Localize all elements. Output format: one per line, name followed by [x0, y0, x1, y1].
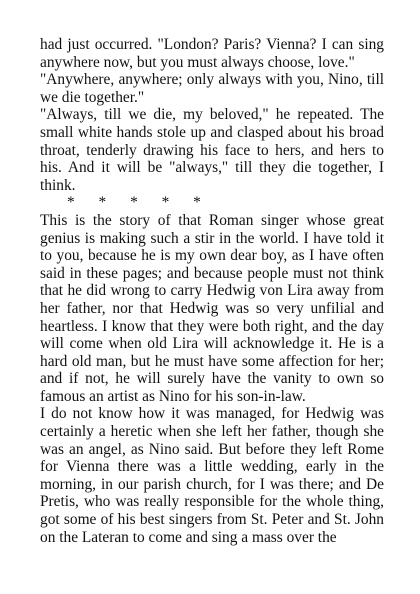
paragraph-always: "Always, till we die, my beloved," he repeated. The small white hands stole up and clasped about his broad throat, tenderly drawing his face to hers, and hers to his. And it will be "always," till they die together, I think. — [40, 106, 384, 194]
paragraph-hedwig-reply: "Anywhere, anywhere; only always with you, Nino, till we die together." — [40, 71, 384, 106]
paragraph-wedding: I do not know how it was managed, for Hedwig was certainly a heretic when she left her father, though she was an angel, as Nino said. But before they left Rome for Vienna there was a little wedding, early in the morning, in our parish church, for I was there; and De Pretis, who was really responsible for the whole thing, got some of his best singers from St. Peter and St. John on the Lateran to come and sing a mass over the — [40, 405, 384, 546]
section-break: * * * * * — [67, 194, 201, 212]
page-body — [40, 36, 384, 546]
paragraph-travel-question: had just occurred. "London? Paris? Vienna? I can sing anywhere now, but you must always choose, love." — [40, 36, 384, 71]
paragraph-roman-singer: This is the story of that Roman singer whose great genius is making such a stir in the world. I have told it to you, because he is my own dear boy, as I have often said in these pages; and because people must not think that he did wrong to carry Hedwig von Lira away from her father, nor that Hedwig was so very unfilial and heartless. I know that they were both right, and the day will come when old Lira will acknowledge it. He is a hard old man, but he must have some affection for her; and if not, he will surely have the vanity to own so famous an artist as Nino for his son-in-law. — [40, 211, 384, 405]
